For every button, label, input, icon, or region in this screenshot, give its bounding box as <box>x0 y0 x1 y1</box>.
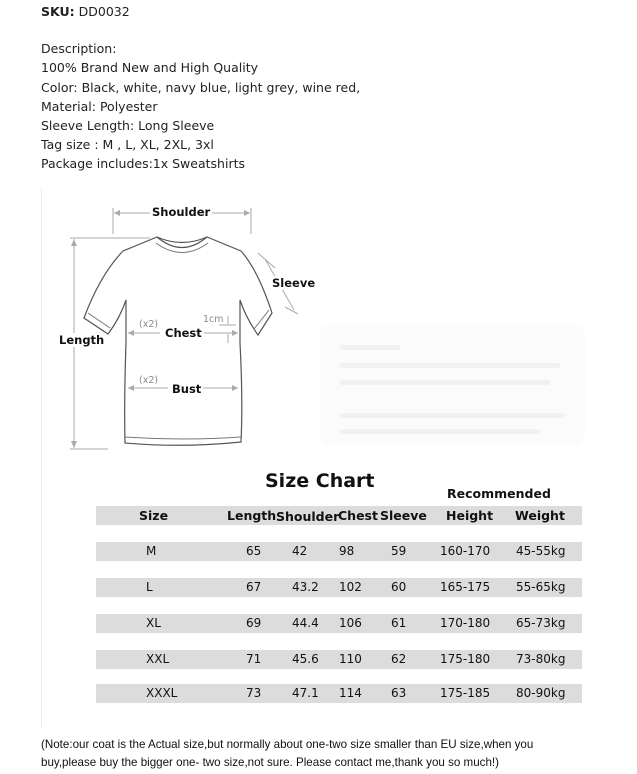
cell-shoulder: 44.4 <box>292 616 319 630</box>
header-sleeve: Sleeve <box>380 508 427 523</box>
cell-length: 65 <box>246 544 262 558</box>
note-line-2: buy,please buy the bigger one- two size,not sure. Please contact me,thank you so much!) <box>41 755 499 769</box>
cell-height: 160-170 <box>440 544 491 558</box>
cell-shoulder: 43.2 <box>292 580 319 594</box>
cell-chest: 98 <box>339 544 355 558</box>
cell-length: 69 <box>246 616 262 630</box>
description-heading: Description: <box>41 41 117 57</box>
cell-chest: 110 <box>339 652 362 666</box>
cell-height: 175-180 <box>440 652 491 666</box>
cell-sleeve: 60 <box>391 580 407 594</box>
sku-label: SKU: <box>41 4 75 19</box>
cell-length: 73 <box>246 686 262 700</box>
cell-sleeve: 63 <box>391 686 407 700</box>
cell-length: 71 <box>246 652 262 666</box>
note-line-1: (Note:our coat is the Actual size,but normally about one-two size smaller than EU size,when you <box>41 738 534 751</box>
size-chart-header <box>96 506 582 525</box>
header-weight: Weight <box>515 508 565 523</box>
length-label: Length <box>59 333 105 347</box>
cell-size: XXXL <box>146 686 178 700</box>
cell-shoulder: 47.1 <box>292 686 319 700</box>
sizing-note <box>41 736 533 771</box>
offset-1cm-label: 1cm <box>203 314 224 325</box>
description-line: Color: Black, white, navy blue, light grey, wine red, <box>41 79 361 95</box>
header-chest: Chest <box>338 508 378 523</box>
cell-shoulder: 42 <box>292 544 308 558</box>
chest-label: Chest <box>165 326 202 340</box>
description-line: Sleeve Length: Long Sleeve <box>41 118 215 134</box>
cell-shoulder: 45.6 <box>292 652 319 666</box>
sku-value: DD0032 <box>78 4 130 19</box>
cell-sleeve: 59 <box>391 544 407 558</box>
table-row <box>96 578 582 597</box>
header-length: Length <box>227 508 277 523</box>
cell-weight: 73-80kg <box>516 652 566 666</box>
cell-length: 67 <box>246 580 262 594</box>
table-row <box>96 542 582 561</box>
header-height: Height <box>446 508 494 523</box>
shoulder-label: Shoulder <box>152 205 211 219</box>
header-shoulder: Shoulder <box>276 509 340 524</box>
description-line: Tag size : M , L, XL, 2XL, 3xl <box>41 137 214 153</box>
cell-height: 165-175 <box>440 580 491 594</box>
bust-label: Bust <box>172 382 202 396</box>
cell-height: 170-180 <box>440 616 491 630</box>
cell-height: 175-185 <box>440 686 491 700</box>
description-line: Material: Polyester <box>41 98 158 114</box>
cell-weight: 80-90kg <box>516 686 566 700</box>
cell-chest: 102 <box>339 580 362 594</box>
cell-size: L <box>146 580 153 594</box>
table-row <box>96 614 582 633</box>
chest-multiplier: (x2) <box>139 319 159 330</box>
cell-sleeve: 62 <box>391 652 407 666</box>
header-size: Size <box>139 508 169 523</box>
cell-chest: 114 <box>339 686 362 700</box>
cell-size: M <box>146 544 157 558</box>
table-row <box>96 650 582 669</box>
description-line: 100% Brand New and High Quality <box>41 60 259 76</box>
cell-sleeve: 61 <box>391 616 407 630</box>
description-line: Package includes:1x Sweatshirts <box>41 156 245 172</box>
bust-multiplier: (x2) <box>139 375 159 386</box>
cell-weight: 55-65kg <box>516 580 566 594</box>
cell-weight: 45-55kg <box>516 544 566 558</box>
cell-size: XL <box>146 616 161 630</box>
cell-chest: 106 <box>339 616 362 630</box>
sleeve-label: Sleeve <box>272 276 316 290</box>
table-row <box>96 684 582 703</box>
cell-weight: 65-73kg <box>516 616 566 630</box>
size-chart-title: Size Chart <box>265 470 375 492</box>
cell-size: XXL <box>146 652 170 666</box>
recommended-label: Recommended <box>447 486 551 501</box>
